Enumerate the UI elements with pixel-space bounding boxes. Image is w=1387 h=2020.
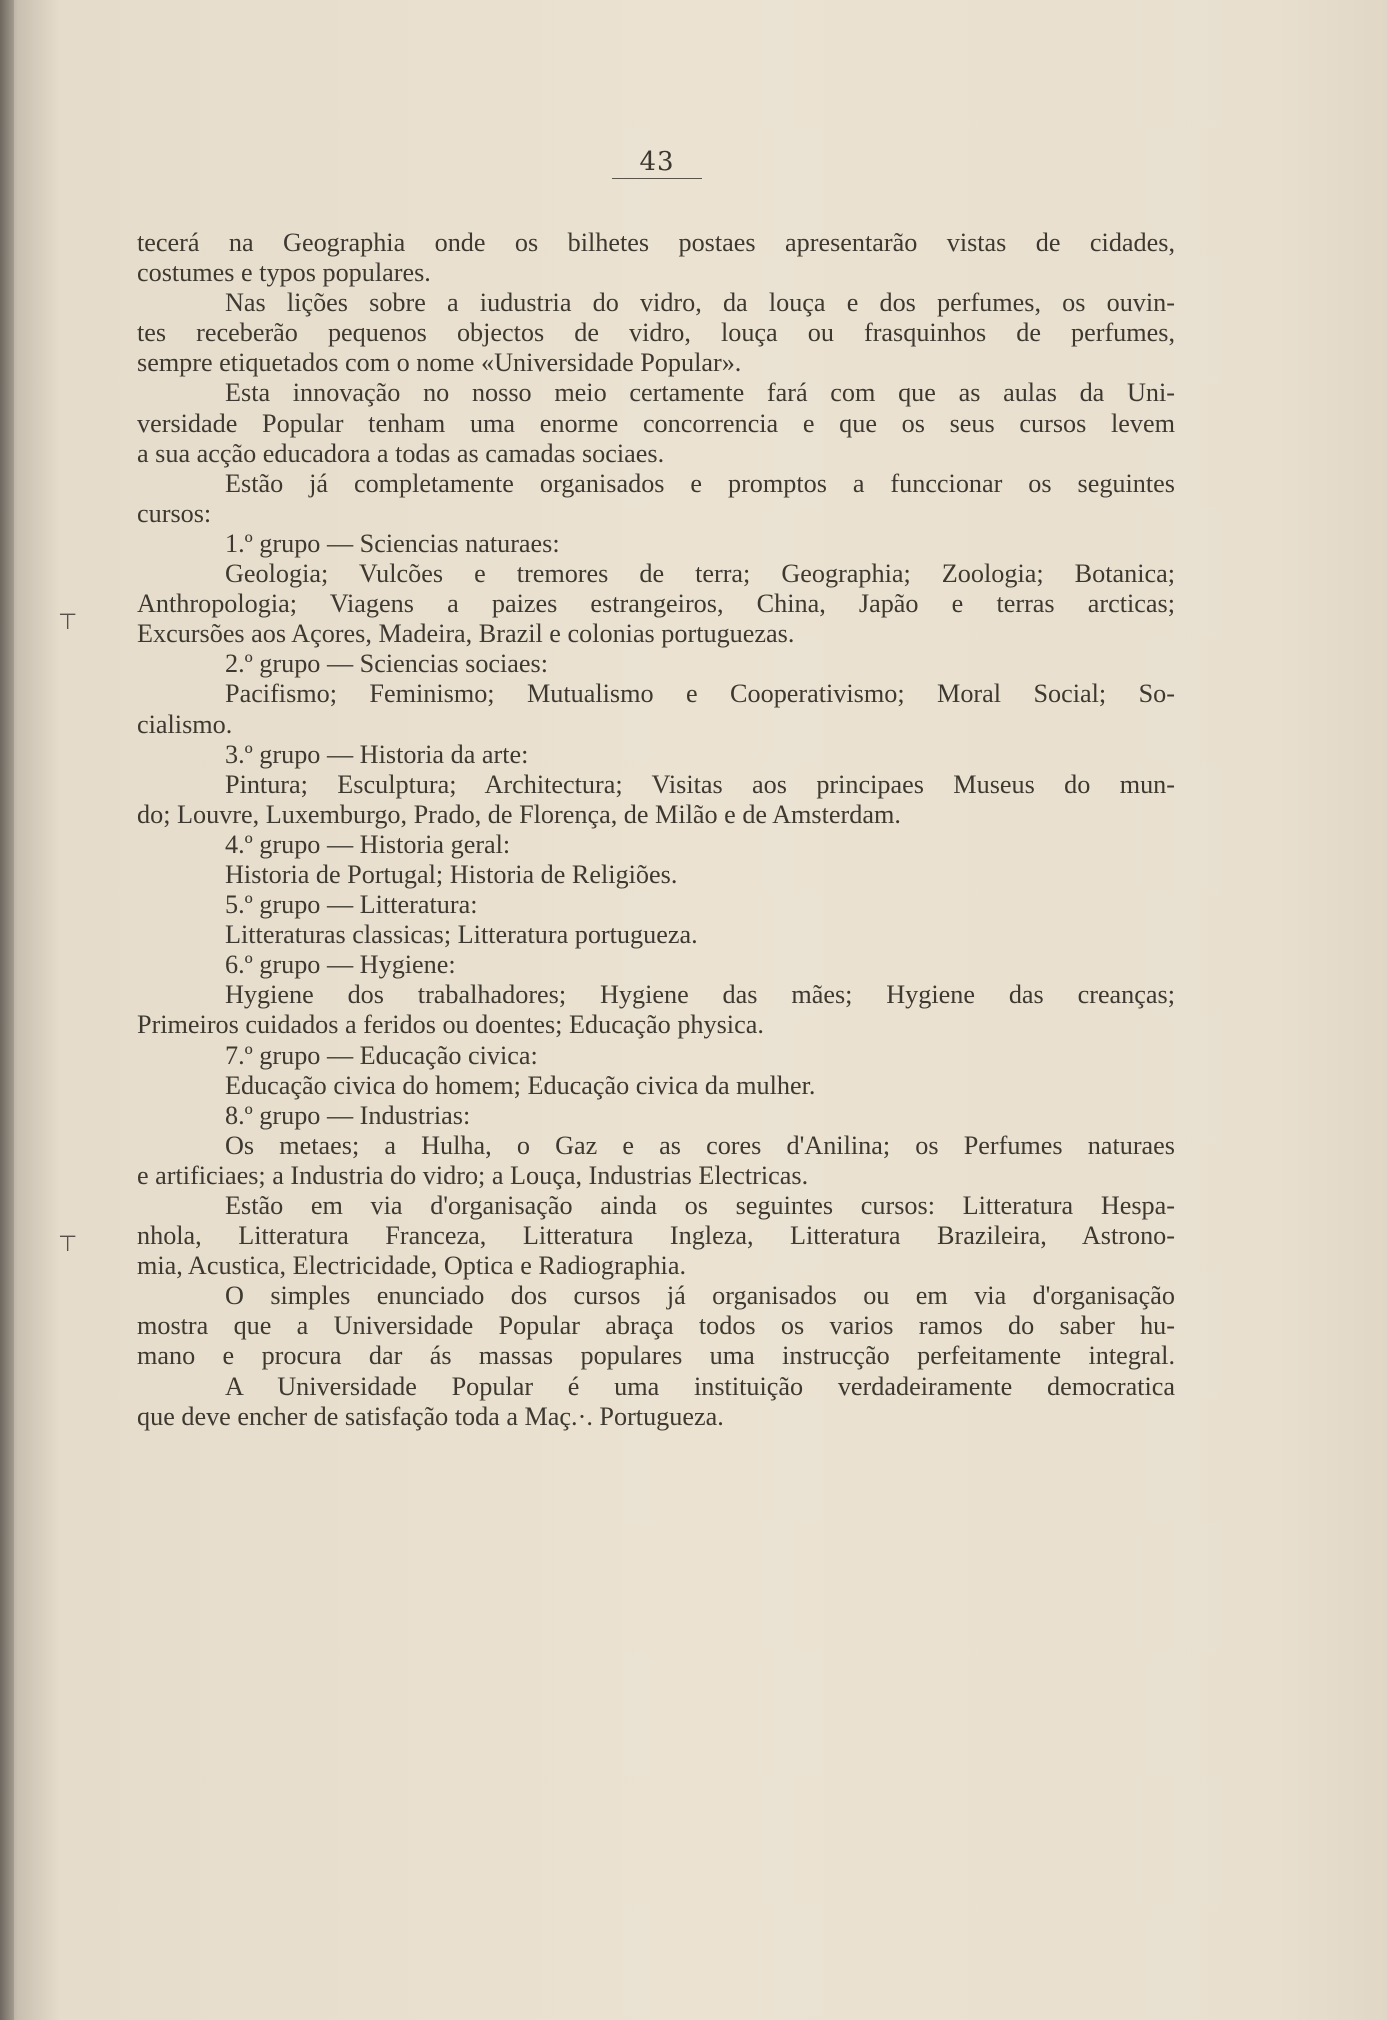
text-line: Educação civica do homem; Educação civica da mulher. <box>225 1070 816 1100</box>
text-line: Historia de Portugal; Historia de Religiões. <box>225 859 678 889</box>
text-line: cursos: <box>137 498 212 528</box>
text-line: Nas lições sobre a iudustria do vidro, da louça e dos perfumes, os ouvin- <box>225 288 1175 318</box>
text-line: mostra que a Universidade Popular abraça todos os varios ramos do saber hu- <box>137 1311 1175 1341</box>
text-line: O simples enunciado dos cursos já organisados ou em via d'organisação <box>225 1281 1175 1311</box>
text-line: costumes e typos populares. <box>137 258 431 288</box>
text-line: 3.º grupo — Historia da arte: <box>225 739 529 769</box>
page-number: 43 <box>612 147 702 179</box>
text-line: cialismo. <box>137 709 233 739</box>
text-line: 8.º grupo — Industrias: <box>225 1100 471 1130</box>
body-text <box>137 228 1175 1432</box>
text-line: sempre etiquetados com o nome «Universidade Popular». <box>137 348 742 378</box>
text-line: que deve encher de satisfação toda a Maç.·. Portugueza. <box>137 1401 724 1431</box>
text-line: 4.º grupo — Historia geral: <box>225 829 511 859</box>
text-line: Excursões aos Açores, Madeira, Brazil e colonias portuguezas. <box>137 619 795 649</box>
text-line: Estão em via d'organisação ainda os seguintes cursos: Litteratura Hespa- <box>225 1191 1175 1220</box>
text-line: Geologia; Vulcões e tremores de terra; Geographia; Zoologia; Botanica; <box>225 559 1175 589</box>
text-line: mia, Acustica, Electricidade, Optica e Radiographia. <box>137 1251 686 1281</box>
text-line: tes receberão pequenos objectos de vidro, louça ou frasquinhos de perfumes, <box>137 318 1175 348</box>
text-line: A Universidade Popular é uma instituição verdadeiramente democratica <box>225 1371 1175 1401</box>
text-line: do; Louvre, Luxemburgo, Prado, de Florença, de Milão e de Amsterdam. <box>137 799 901 829</box>
text-line: a sua acção educadora a todas as camadas sociaes. <box>137 438 665 468</box>
text-line: 5.º grupo — Litteratura: <box>225 890 478 920</box>
text-line: 1.º grupo — Sciencias naturaes: <box>225 528 560 558</box>
text-line: 2.º grupo — Sciencias sociaes: <box>225 649 549 679</box>
text-line: Primeiros cuidados a feridos ou doentes; Educação physica. <box>137 1010 764 1040</box>
text-line: versidade Popular tenham uma enorme concorrencia e que os seus cursos levem <box>137 408 1175 438</box>
text-line: mano e procura dar ás massas populares uma instrucção perfeitamente integral. <box>137 1341 1175 1371</box>
text-line: Anthropologia; Viagens a paizes estrangeiros, China, Japão e terras arcticas; <box>137 589 1175 619</box>
pin-hole-mark: ⊤ <box>58 610 78 635</box>
text-line: Pintura; Esculptura; Architectura; Visitas aos principaes Museus do mun- <box>225 769 1175 799</box>
text-line: 6.º grupo — Hygiene: <box>225 950 456 980</box>
binding-shadow <box>0 0 14 2020</box>
text-line: 7.º grupo — Educação civica: <box>225 1040 538 1070</box>
text-line: Litteraturas classicas; Litteratura portugueza. <box>225 920 698 950</box>
text-line: Esta innovação no nosso meio certamente fará com que as aulas da Uni- <box>225 378 1175 408</box>
text-line: Os metaes; a Hulha, o Gaz e as cores d'Anilina; os Perfumes naturaes <box>225 1130 1175 1160</box>
text-line: tecerá na Geographia onde os bilhetes postaes apresentarão vistas de cidades, <box>137 228 1175 257</box>
text-line: nhola, Litteratura Franceza, Litteratura Ingleza, Litteratura Brazileira, Astrono- <box>137 1221 1175 1251</box>
pin-hole-mark: ⊤ <box>58 1232 78 1257</box>
text-line: Estão já completamente organisados e promptos a funccionar os seguintes <box>225 468 1175 498</box>
text-line: e artificiaes; a Industria do vidro; a Louça, Industrias Electricas. <box>137 1160 809 1190</box>
text-line: Pacifismo; Feminismo; Mutualismo e Cooperativismo; Moral Social; So- <box>225 679 1175 709</box>
text-line: Hygiene dos trabalhadores; Hygiene das mães; Hygiene das creanças; <box>225 980 1175 1010</box>
